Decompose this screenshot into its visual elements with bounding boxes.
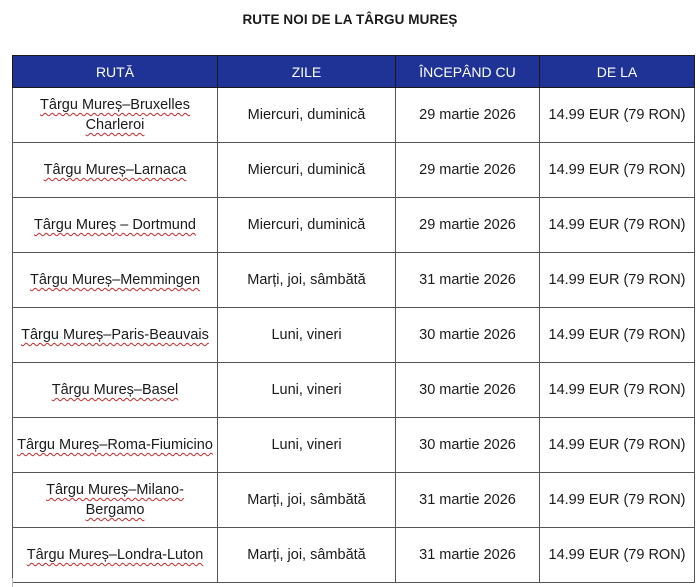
price-cell: 14.99 EUR (79 RON) (540, 473, 695, 528)
start-date-cell: 31 martie 2026 (396, 473, 540, 528)
start-date-cell: 31 martie 2026 (396, 253, 540, 308)
route-cell (13, 198, 218, 253)
days-cell: Miercuri, duminică (218, 88, 396, 143)
route-cell (13, 528, 218, 583)
routes-table (12, 55, 695, 583)
price-cell: 14.99 EUR (79 RON) (540, 528, 695, 583)
table-row (13, 198, 695, 253)
start-date-cell: 31 martie 2026 (396, 528, 540, 583)
route-text: Târgu Mureș–Milano-Bergamo (46, 482, 184, 518)
start-date-cell: 30 martie 2026 (396, 363, 540, 418)
route-text: Târgu Mureș–Paris-Beauvais (21, 327, 209, 343)
column-header-price: DE LA (540, 56, 695, 88)
column-header-route: RUTĂ (13, 56, 218, 88)
price-cell: 14.99 EUR (79 RON) (540, 143, 695, 198)
price-cell: 14.99 EUR (79 RON) (540, 308, 695, 363)
route-text: Târgu Mureș–Londra-Luton (26, 547, 204, 563)
price-cell: 14.99 EUR (79 RON) (540, 363, 695, 418)
table-row (13, 253, 695, 308)
route-cell (13, 88, 218, 143)
route-text: Târgu Mureș–Memmingen (29, 272, 201, 288)
document-title: RUTE NOI DE LA TÂRGU MUREȘ (242, 12, 458, 27)
days-cell: Miercuri, duminică (218, 198, 396, 253)
column-header-start: ÎNCEPÂND CU (396, 56, 540, 88)
start-date-cell: 29 martie 2026 (396, 143, 540, 198)
route-cell (13, 308, 218, 363)
days-cell: Marți, joi, sâmbătă (218, 253, 396, 308)
price-cell: 14.99 EUR (79 RON) (540, 198, 695, 253)
route-text: Târgu Mureș–Roma-Fiumicino (17, 437, 213, 453)
days-cell: Luni, vineri (218, 363, 396, 418)
table-row (13, 473, 695, 528)
table-row (13, 308, 695, 363)
route-cell (13, 363, 218, 418)
start-date-cell: 29 martie 2026 (396, 88, 540, 143)
table-row (13, 143, 695, 198)
route-text: Târgu Mureș – Dortmund (34, 217, 196, 233)
price-cell: 14.99 EUR (79 RON) (540, 418, 695, 473)
route-text: Târgu Mureș–Bruxelles Charleroi (40, 97, 190, 133)
page-margin-mark (12, 578, 13, 587)
days-cell: Miercuri, duminică (218, 143, 396, 198)
route-text: Târgu Mureș–Basel (51, 382, 179, 398)
table-row (13, 88, 695, 143)
column-header-days: ZILE (218, 56, 396, 88)
start-date-cell: 29 martie 2026 (396, 198, 540, 253)
days-cell: Marți, joi, sâmbătă (218, 473, 396, 528)
route-cell (13, 253, 218, 308)
route-text: Târgu Mureș–Larnaca (43, 162, 187, 178)
days-cell: Luni, vineri (218, 418, 396, 473)
table-row (13, 528, 695, 583)
route-cell (13, 418, 218, 473)
start-date-cell: 30 martie 2026 (396, 308, 540, 363)
days-cell: Luni, vineri (218, 308, 396, 363)
table-row (13, 363, 695, 418)
days-cell: Marți, joi, sâmbătă (218, 528, 396, 583)
route-cell (13, 143, 218, 198)
table-header-row (13, 56, 695, 88)
price-cell: 14.99 EUR (79 RON) (540, 88, 695, 143)
start-date-cell: 30 martie 2026 (396, 418, 540, 473)
price-cell: 14.99 EUR (79 RON) (540, 253, 695, 308)
route-cell (13, 473, 218, 528)
table-row (13, 418, 695, 473)
